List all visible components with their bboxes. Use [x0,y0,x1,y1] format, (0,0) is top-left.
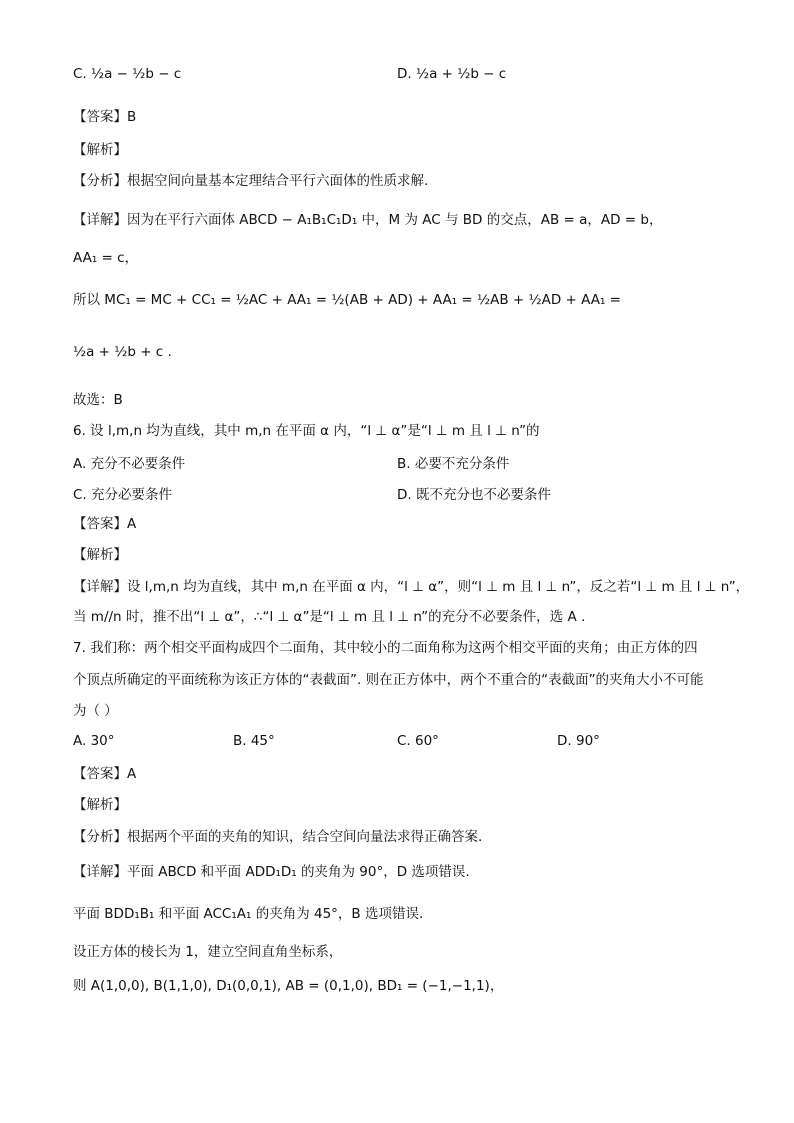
option-d: D. ½a + ½b − c [397,66,507,82]
answer-label: 【答案】B [73,109,137,125]
q7-answer: 【答案】A [73,766,137,782]
q6-option-b: B. 必要不充分条件 [397,456,510,472]
q7-analysis-heading: 【解析】 [73,797,127,813]
q7-analysis-summary: 【分析】根据两个平面的夹角的知识，结合空间向量法求得正确答案. [73,829,483,845]
q7-option-c: C. 60° [397,733,439,749]
q6-analysis-heading: 【解析】 [73,547,127,563]
detail-line-1: 【详解】因为在平行六面体 ABCD − A₁B₁C₁D₁ 中，M 为 AC 与 BD 的交点，AB = a，AD = b， [73,212,663,228]
q7-detail-3: 设正方体的棱长为 1，建立空间直角坐标系， [73,944,343,960]
detail-line-2: AA₁ = c， [73,250,139,266]
q6-detail-1: 【详解】设 l,m,n 均为直线，其中 m,n 在平面 α 内，“l ⊥ α”，则“l ⊥ m 且 l ⊥ n”，反之若“l ⊥ m 且 l ⊥ n”， [73,579,750,595]
q6-answer: 【答案】A [73,516,137,532]
question-7-line-3: 为（ ） [73,703,118,719]
q6-option-a: A. 充分不必要条件 [73,456,186,472]
analysis-heading: 【解析】 [73,142,127,158]
analysis-summary: 【分析】根据空间向量基本定理结合平行六面体的性质求解. [73,173,429,189]
detail-line-4: ½a + ½b + c . [73,344,172,360]
detail-line-3: 所以 MC₁ = MC + CC₁ = ½AC + AA₁ = ½(AB + AD) + AA₁ = ½AB + ½AD + AA₁ = [73,292,621,308]
option-c: C. ½a − ½b − c [73,66,182,82]
question-7-line-2: 个顶点所确定的平面统称为该正方体的“表截面”. 则在正方体中，两个不重合的“表截面”的夹角大小不可能 [73,672,704,688]
q6-detail-2: 当 m//n 时，推不出“l ⊥ α”，∴“l ⊥ α”是“l ⊥ m 且 l ⊥ n”的充分不必要条件，选 A . [73,609,586,625]
q6-option-d: D. 既不充分也不必要条件 [397,487,551,503]
q7-option-a: A. 30° [73,733,115,749]
q6-option-c: C. 充分必要条件 [73,487,173,503]
q7-detail-4: 则 A(1,0,0), B(1,1,0), D₁(0,0,1), AB = (0,1,0), BD₁ = (−1,−1,1)， [73,978,504,994]
question-6: 6. 设 l,m,n 均为直线，其中 m,n 在平面 α 内，“l ⊥ α”是“l ⊥ m 且 l ⊥ n”的 [73,423,540,439]
question-7-line-1: 7. 我们称：两个相交平面构成四个二面角，其中较小的二面角称为这两个相交平面的夹角；由正方体的四 [73,640,698,656]
q7-detail-2: 平面 BDD₁B₁ 和平面 ACC₁A₁ 的夹角为 45°，B 选项错误. [73,906,424,922]
q7-option-d: D. 90° [557,733,600,749]
q7-option-b: B. 45° [233,733,275,749]
q7-detail-1: 【详解】平面 ABCD 和平面 ADD₁D₁ 的夹角为 90°，D 选项错误. [73,864,470,880]
choice-conclusion: 故选：B [73,392,123,408]
